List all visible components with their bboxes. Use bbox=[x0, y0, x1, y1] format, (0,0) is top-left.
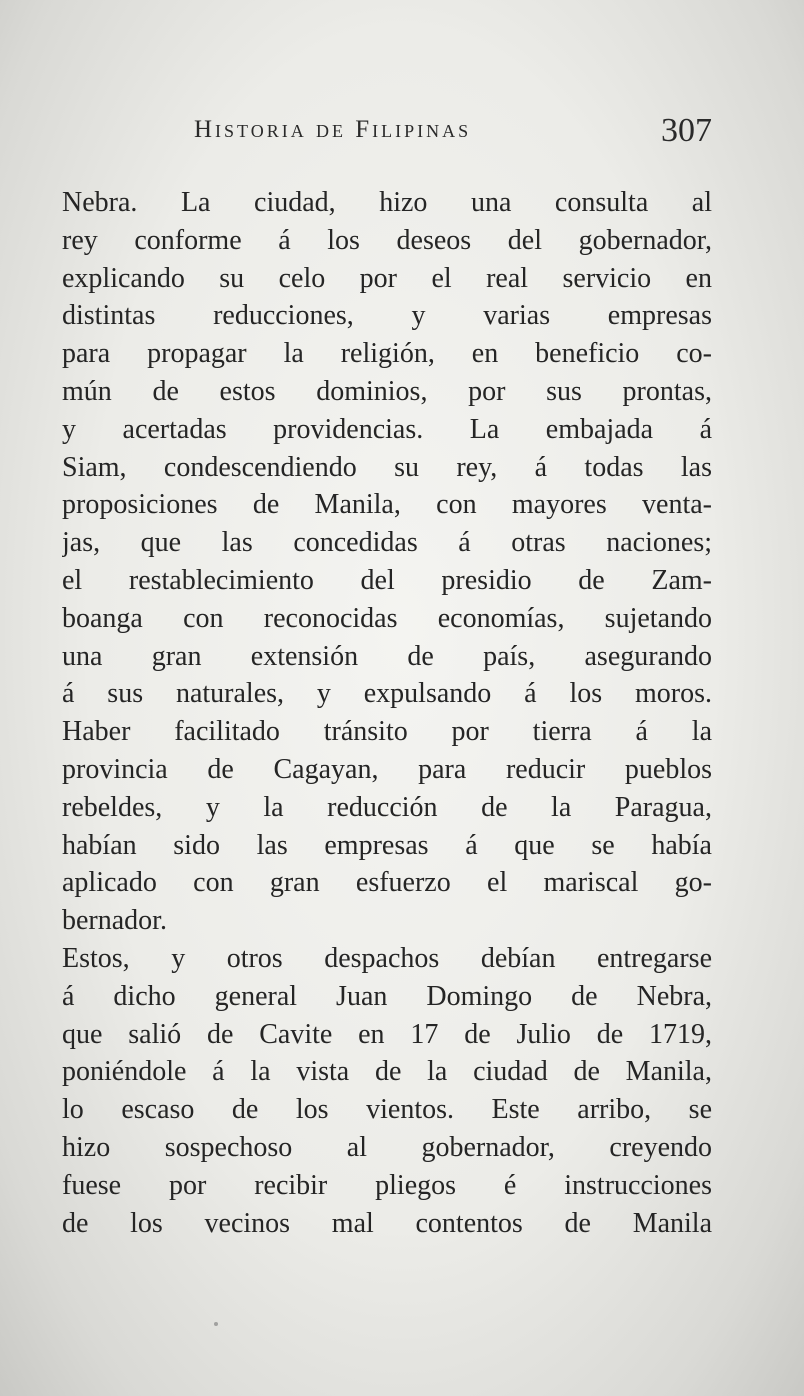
text-line: Estos, y otros despachos debían entregarse bbox=[62, 942, 712, 974]
text-line: una gran extensión de país, asegurando bbox=[62, 640, 712, 672]
text-line: de los vecinos mal contentos de Manila bbox=[62, 1207, 712, 1239]
text-line: provincia de Cagayan, para reducir pueblos bbox=[62, 753, 712, 785]
body-text bbox=[62, 184, 712, 1242]
text-line: explicando su celo por el real servicio en bbox=[62, 262, 712, 294]
text-line: bernador. bbox=[62, 905, 167, 937]
running-head bbox=[62, 112, 712, 162]
text-line: fuese por recibir pliegos é instrucciones bbox=[62, 1169, 712, 1201]
text-line: boanga con reconocidas economías, sujetando bbox=[62, 602, 712, 634]
text-line: hizo sospechoso al gobernador, creyendo bbox=[62, 1131, 712, 1163]
running-title: Historia de Filipinas bbox=[194, 116, 472, 143]
text-line: á sus naturales, y expulsando á los moros. bbox=[62, 678, 712, 710]
text-line: rebeldes, y la reducción de la Paragua, bbox=[62, 791, 712, 823]
text-line: poniéndole á la vista de la ciudad de Manila, bbox=[62, 1056, 712, 1088]
text-line: lo escaso de los vientos. Este arribo, se bbox=[62, 1094, 712, 1126]
text-line: proposiciones de Manila, con mayores venta- bbox=[62, 489, 712, 521]
text-line: á dicho general Juan Domingo de Nebra, bbox=[62, 980, 712, 1012]
text-line: que salió de Cavite en 17 de Julio de 1719, bbox=[62, 1018, 712, 1050]
ink-speck bbox=[214, 1322, 218, 1326]
text-line: mún de estos dominios, por sus prontas, bbox=[62, 375, 712, 407]
text-line: Haber facilitado tránsito por tierra á la bbox=[62, 716, 712, 748]
text-line: distintas reducciones, y varias empresas bbox=[62, 300, 712, 332]
text-line: para propagar la religión, en beneficio co- bbox=[62, 338, 712, 370]
text-line: el restablecimiento del presidio de Zam- bbox=[62, 564, 712, 596]
text-line: aplicado con gran esfuerzo el mariscal go- bbox=[62, 867, 712, 899]
text-line: rey conforme á los deseos del gobernador, bbox=[62, 224, 712, 256]
text-line: habían sido las empresas á que se había bbox=[62, 829, 712, 861]
text-line: Nebra. La ciudad, hizo una consulta al bbox=[62, 187, 712, 218]
text-line: y acertadas providencias. La embajada á bbox=[62, 413, 712, 445]
text-line: jas, que las concedidas á otras naciones; bbox=[62, 527, 712, 559]
page-number: 307 bbox=[661, 112, 712, 149]
text-line: Siam, condescendiendo su rey, á todas las bbox=[62, 451, 712, 483]
